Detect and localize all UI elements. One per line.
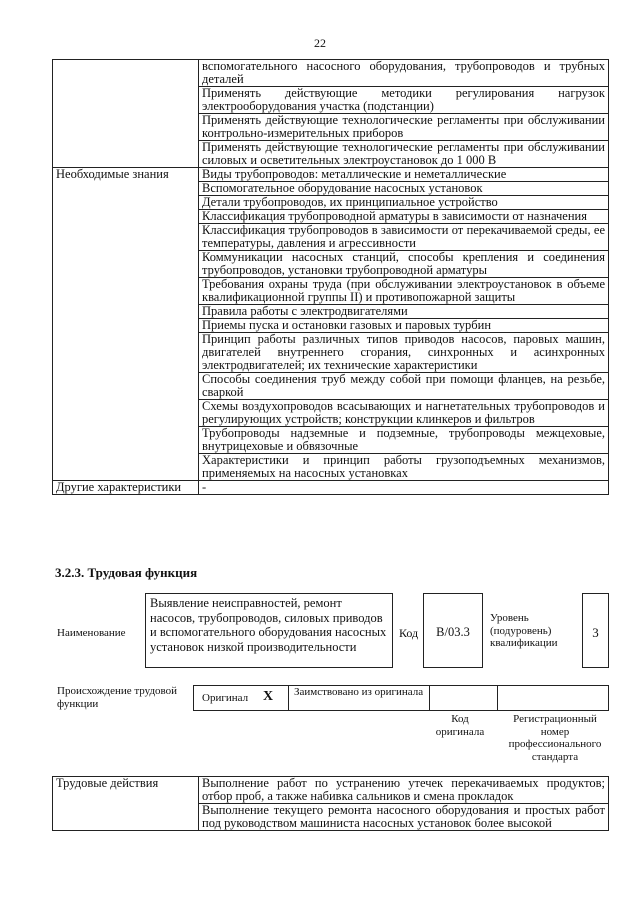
level-box: [582, 593, 609, 668]
other-label: Другие характеристики: [53, 481, 199, 495]
table-row: [53, 777, 609, 804]
table-cell: Коммуникации насосных станций, способы крепления и соединения трубопроводов, установки трубопроводной арматуры: [199, 251, 609, 278]
original-mark: X: [263, 689, 274, 704]
table-cell: вспомогательного насосного оборудования, трубопроводов и трубных деталей: [199, 60, 609, 87]
table-cell: Требования охраны труда (при обслуживании электроустановок в объеме квалификационной группы II) и противопожарной защиты: [199, 278, 609, 305]
original-label: Оригинал: [202, 692, 249, 704]
table-row: [53, 168, 609, 182]
table-cell: Применять действующие технологические регламенты при обслуживании силовых и осветительных электроустановок до 1 000 В: [199, 141, 609, 168]
table-cell: Виды трубопроводов: металлические и неметаллические: [199, 168, 609, 182]
knowledge-label: Необходимые знания: [53, 168, 199, 481]
divider: [429, 686, 430, 710]
table-cell: Классификация трубопроводов в зависимости от перекачиваемой среды, ее температуры, давления и агрессивности: [199, 224, 609, 251]
table-cell: Схемы воздухопроводов всасывающих и нагнетательных трубопроводов и регулирующих устройств; конструкции клинкеров и фильтров: [199, 400, 609, 427]
function-name-box: [145, 593, 393, 668]
divider: [497, 686, 498, 710]
table-cell: Правила работы с электродвигателями: [199, 305, 609, 319]
level-label: Уровень (подуровень) квалификации: [490, 612, 558, 649]
actions-label: Трудовые действия: [53, 777, 199, 831]
table-cell: Выполнение работ по устранению утечек перекачиваемых продуктов; отбор проб, а также набивка сальников и смена прокладок: [199, 777, 609, 804]
table-row: [53, 481, 609, 495]
table-cell: Принцип работы различных типов приводов насосов, паровых машин, двигателей внутреннего сгорания, синхронных и асинхронных электродвигателей; их технические характеристики: [199, 333, 609, 373]
registration-number-label: Регистрационный номер профессионального стандарта: [508, 713, 602, 763]
table-cell: Способы соединения труб между собой при помощи фланцев, на резьбе, сваркой: [199, 373, 609, 400]
table-cell: Трубопроводы надземные и подземные, трубопроводы межцеховые, внутрицеховые и обвязочные: [199, 427, 609, 454]
other-value: -: [199, 481, 609, 495]
level-value: 3: [592, 625, 599, 640]
code-box: [423, 593, 483, 668]
table-cell: Выполнение текущего ремонта насосного оборудования и простых работ под руководством машиниста насосных установок более высокой: [199, 804, 609, 831]
divider: [288, 686, 289, 710]
section-title: 3.2.3. Трудовая функция: [55, 565, 198, 580]
table-cell: Классификация трубопроводной арматуры в зависимости от назначения: [199, 210, 609, 224]
table-cell: Применять действующие методики регулирования нагрузок электрооборудования участка (подстанции): [199, 87, 609, 114]
origin-label: Происхождение трудовой функции: [57, 685, 178, 710]
table-cell: Применять действующие технологические регламенты при обслуживании контрольно-измерительных приборов: [199, 114, 609, 141]
code-label: Код: [399, 626, 419, 640]
borrowed-label: Заимствовано из оригинала: [294, 686, 424, 698]
actions-table: [52, 776, 609, 831]
code-value: B/03.3: [436, 625, 470, 639]
table-cell: Детали трубопроводов, их принципиальное устройство: [199, 196, 609, 210]
table-cell: Вспомогательное оборудование насосных установок: [199, 182, 609, 196]
knowledge-table: [52, 59, 609, 495]
code-original-label: Код оригинала: [435, 713, 485, 738]
empty-label-cell: [53, 60, 199, 168]
name-label: Наименование: [57, 627, 126, 639]
table-cell: Приемы пуска и остановки газовых и паровых турбин: [199, 319, 609, 333]
table-row: [53, 60, 609, 87]
table-cell: Характеристики и принцип работы грузоподъемных механизмов, применяемых на насосных установках: [199, 454, 609, 481]
page-number: 22: [314, 36, 326, 50]
function-name: Выявление неисправностей, ремонт насосов, трубопроводов, силовых приводов и вспомогательного оборудования насосных установок низкой производительности: [150, 596, 387, 654]
